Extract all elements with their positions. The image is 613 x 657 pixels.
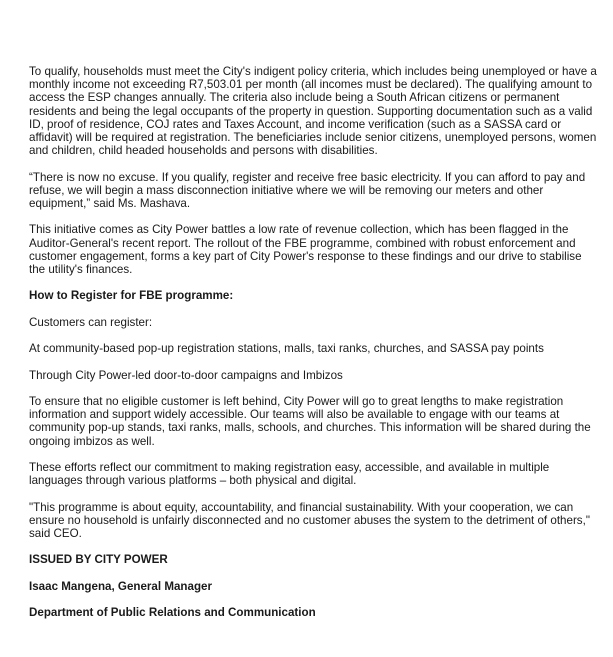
register-heading: How to Register for FBE programme: [29, 289, 234, 303]
signoff-department: Department of Public Relations and Communication [29, 606, 316, 620]
accessibility-paragraph: To ensure that no eligible customer is left behind, City Power will go to great lengths to make registration information and support widely accessible. Our teams will also be available to engage with our teams at community pop-up stands, taxi ranks, malls, schools, and churches. This information will be shared during the ongoing imbizos as well. [29, 394, 591, 448]
register-option-popup: At community-based pop-up registration stations, malls, taxi ranks, churches, and SASSA pay points [29, 342, 544, 356]
commitment-paragraph: These efforts reflect our commitment to making registration easy, accessible, and available in multiple languages through various platforms – both physical and digital. [29, 460, 550, 488]
revenue-paragraph: This initiative comes as City Power battles a low rate of revenue collection, which has been flagged in the Auditor-General's recent report. The rollout of the FBE programme, combined with robust enforcement and customer engagement, forms a key part of City Power's response to these findings and our drive to stabilise the utility's finances. [29, 223, 582, 277]
mashava-quote-paragraph: “There is now no excuse. If you qualify, register and receive free basic electricity. If you can afford to pay and refuse, we will begin a mass disconnection initiative where we will be removing our meters and other equipment,” said Ms. Mashava. [29, 170, 586, 211]
register-intro: Customers can register: [29, 315, 153, 329]
issued-by: ISSUED BY CITY POWER [29, 553, 168, 567]
signoff-name-title: Isaac Mangena, General Manager [29, 579, 212, 593]
ceo-quote-paragraph: "This programme is about equity, accountability, and financial sustainability. With your cooperation, we can ensure no household is unfairly disconnected and no customer abuses the system to the detriment of others," said CEO. [29, 500, 590, 540]
signoff-block [29, 553, 597, 619]
press-release-body [29, 65, 597, 633]
register-option-door-to-door: Through City Power-led door-to-door campaigns and Imbizos [29, 368, 343, 382]
eligibility-paragraph: To qualify, households must meet the City's indigent policy criteria, which includes being unemployed or have a monthly income not exceeding R7,503.01 per month (all incomes must be declared). The qualifying amount to access the ESP changes annually. The criteria also include being a South African citizens or permanent residents and being the legal occupants of the property in question. Supporting documentation such as a valid ID, proof of residence, COJ rates and Taxes Account, and income verification (such as a SASSA card or affidavit) will be required at registration. The beneficiaries include senior citizens, unemployed persons, women and children, child headed households and persons with disabilities. [29, 65, 597, 158]
